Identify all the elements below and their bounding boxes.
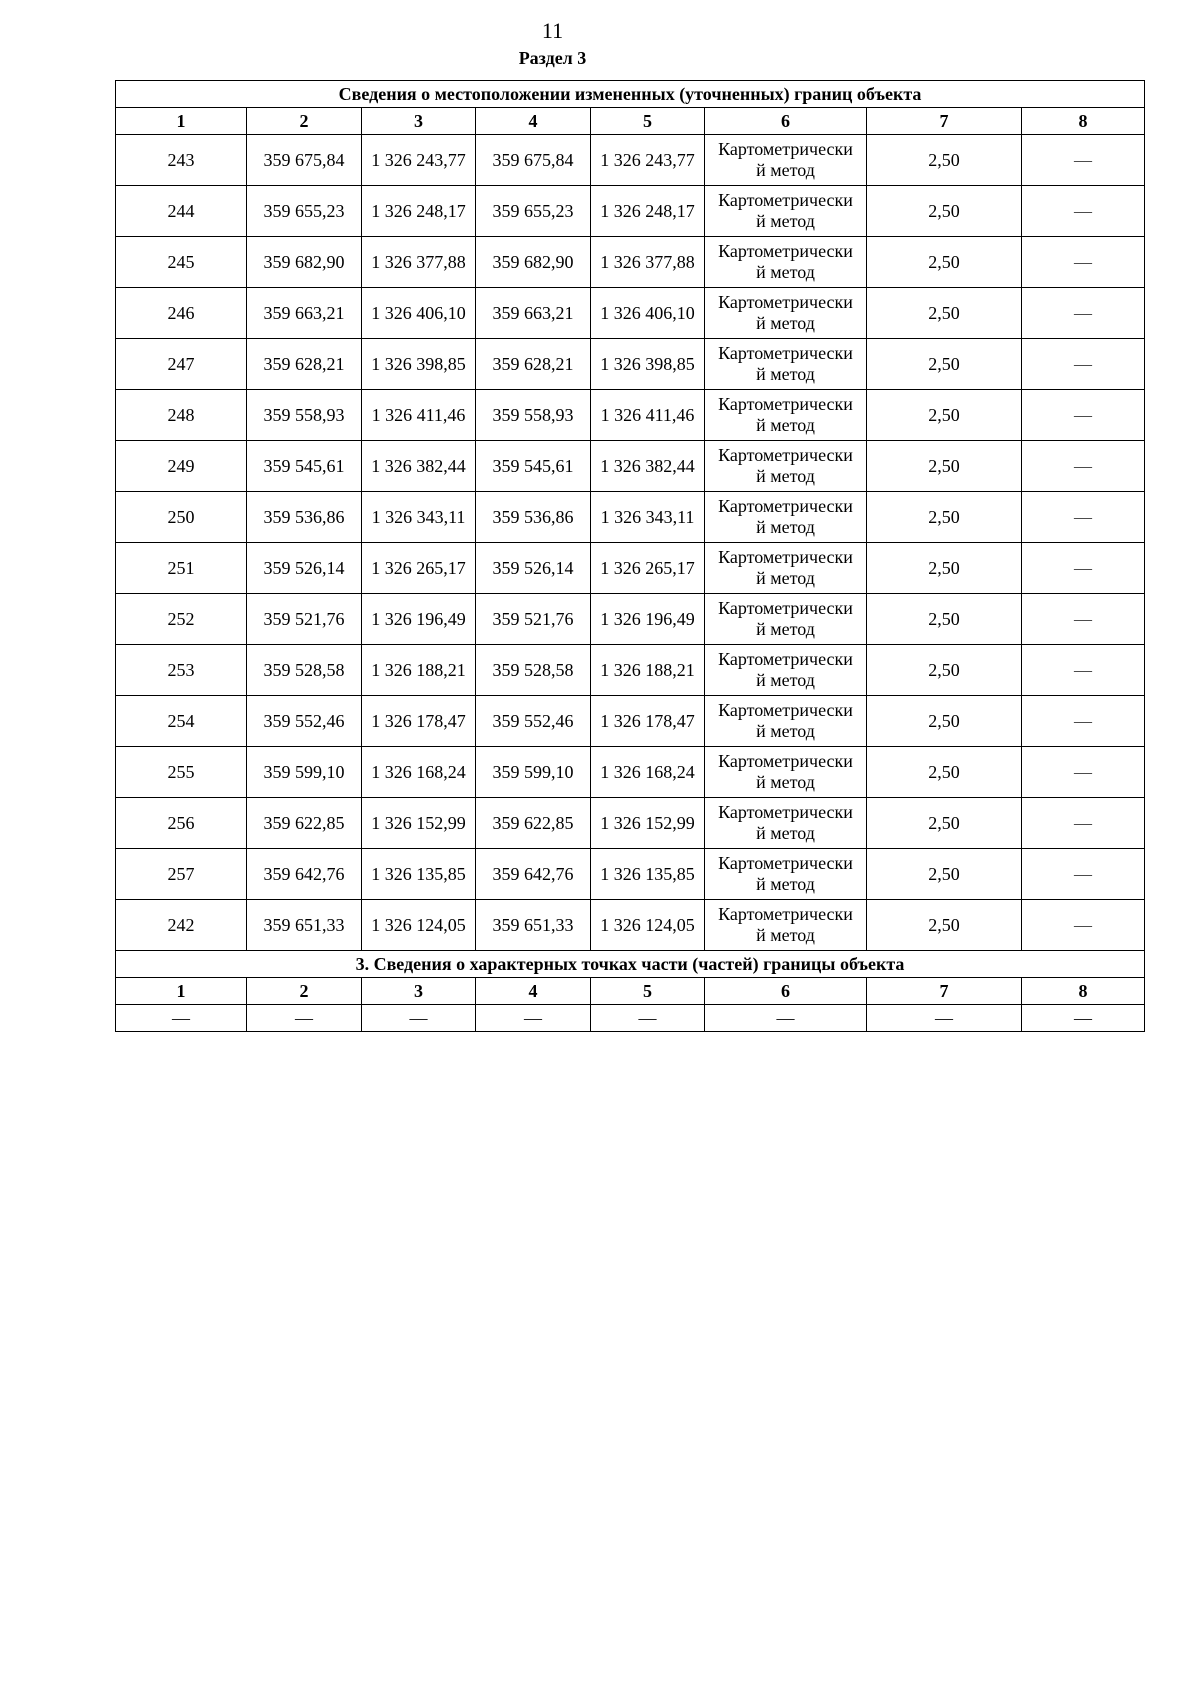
table-cell: 1 326 382,44: [362, 441, 476, 492]
table-cell: 243: [116, 135, 247, 186]
table-cell: 359 655,23: [247, 186, 362, 237]
table-cell: 248: [116, 390, 247, 441]
table-cell: 1 326 178,47: [591, 696, 705, 747]
table-cell: 1 326 168,24: [362, 747, 476, 798]
table-row: [116, 645, 1145, 696]
column-header: 3: [362, 978, 476, 1005]
table-cell: 1 326 243,77: [362, 135, 476, 186]
table-cell: 2,50: [867, 543, 1022, 594]
table-cell: 359 545,61: [247, 441, 362, 492]
table-cell: 359 622,85: [247, 798, 362, 849]
column-header: 7: [867, 108, 1022, 135]
table-cell: 359 521,76: [476, 594, 591, 645]
table-cell: 1 326 398,85: [591, 339, 705, 390]
table-row: [116, 543, 1145, 594]
method-cell: Картометрически й метод: [705, 390, 867, 441]
table-cell: 2,50: [867, 135, 1022, 186]
column-header: 6: [705, 108, 867, 135]
table-cell: 256: [116, 798, 247, 849]
column-header: 6: [705, 978, 867, 1005]
dash-cell: —: [1022, 849, 1145, 900]
column-header: 4: [476, 978, 591, 1005]
table-row: [116, 288, 1145, 339]
dash-cell: —: [1022, 186, 1145, 237]
table-cell: 359 675,84: [476, 135, 591, 186]
dash-cell: —: [1022, 747, 1145, 798]
table-cell: 359 552,46: [476, 696, 591, 747]
table-cell: 359 663,21: [476, 288, 591, 339]
column-header: 8: [1022, 978, 1145, 1005]
method-cell: Картометрически й метод: [705, 798, 867, 849]
table-cell: 359 651,33: [247, 900, 362, 951]
table-row: [116, 747, 1145, 798]
table-cell: 1 326 124,05: [591, 900, 705, 951]
method-cell: Картометрически й метод: [705, 237, 867, 288]
table-cell: 1 326 248,17: [362, 186, 476, 237]
column-header: 5: [591, 108, 705, 135]
table-cell: 250: [116, 492, 247, 543]
table-cell: 359 651,33: [476, 900, 591, 951]
column-header: 4: [476, 108, 591, 135]
table-cell: 254: [116, 696, 247, 747]
column-header: 2: [247, 108, 362, 135]
dash-cell: —: [1022, 543, 1145, 594]
method-cell: Картометрически й метод: [705, 900, 867, 951]
table-row: [116, 390, 1145, 441]
table-cell: 1 326 168,24: [591, 747, 705, 798]
column-header: 1: [116, 978, 247, 1005]
method-cell: Картометрически й метод: [705, 747, 867, 798]
table-cell: 1 326 243,77: [591, 135, 705, 186]
column-header: 7: [867, 978, 1022, 1005]
table-cell: 359 622,85: [476, 798, 591, 849]
table-caption: Сведения о местоположении измененных (уточненных) границ объекта: [116, 81, 1145, 108]
table-cell: 359 552,46: [247, 696, 362, 747]
table-cell: 1 326 152,99: [591, 798, 705, 849]
table-cell: 359 526,14: [247, 543, 362, 594]
table-cell: —: [116, 1005, 247, 1032]
table-cell: 359 675,84: [247, 135, 362, 186]
table-cell: 1 326 411,46: [591, 390, 705, 441]
table-cell: 359 682,90: [247, 237, 362, 288]
table-cell: 245: [116, 237, 247, 288]
table-cell: 2,50: [867, 849, 1022, 900]
dash-cell: —: [1022, 798, 1145, 849]
table-row: [116, 186, 1145, 237]
dash-cell: —: [1022, 492, 1145, 543]
table-cell: 1 326 188,21: [591, 645, 705, 696]
table-cell: 359 528,58: [247, 645, 362, 696]
dash-cell: —: [1022, 237, 1145, 288]
table-cell: —: [591, 1005, 705, 1032]
table-cell: 244: [116, 186, 247, 237]
table-cell: 253: [116, 645, 247, 696]
dash-cell: —: [1022, 339, 1145, 390]
table-cell: 359 655,23: [476, 186, 591, 237]
table-cell: 359 628,21: [476, 339, 591, 390]
table-cell: 1 326 398,85: [362, 339, 476, 390]
table-cell: 1 326 196,49: [362, 594, 476, 645]
table-body: [116, 81, 1145, 1032]
table-cell: 2,50: [867, 696, 1022, 747]
table-cell: —: [1022, 1005, 1145, 1032]
table-row: [116, 441, 1145, 492]
column-header: 3: [362, 108, 476, 135]
table-row: [116, 696, 1145, 747]
table-cell: 1 326 377,88: [362, 237, 476, 288]
table-cell: 1 326 188,21: [362, 645, 476, 696]
table-cell: 359 628,21: [247, 339, 362, 390]
table-cell: 359 558,93: [247, 390, 362, 441]
dash-cell: —: [1022, 135, 1145, 186]
table-cell: 1 326 196,49: [591, 594, 705, 645]
dash-cell: —: [1022, 900, 1145, 951]
table-cell: 2,50: [867, 492, 1022, 543]
table-cell: 1 326 411,46: [362, 390, 476, 441]
table-cell: 2,50: [867, 186, 1022, 237]
dash-cell: —: [1022, 594, 1145, 645]
table-cell: 1 326 248,17: [591, 186, 705, 237]
table-header-row: [116, 108, 1145, 135]
dash-cell: —: [1022, 645, 1145, 696]
method-cell: Картометрически й метод: [705, 849, 867, 900]
table-cell: 359 663,21: [247, 288, 362, 339]
table-cell: 359 536,86: [247, 492, 362, 543]
table-cell: 2,50: [867, 441, 1022, 492]
subsection-header-row: [116, 978, 1145, 1005]
method-cell: Картометрически й метод: [705, 645, 867, 696]
subsection-caption-row: [116, 951, 1145, 978]
method-cell: Картометрически й метод: [705, 186, 867, 237]
table-cell: 1 326 265,17: [362, 543, 476, 594]
table-cell: —: [362, 1005, 476, 1032]
table-cell: 251: [116, 543, 247, 594]
table-cell: 252: [116, 594, 247, 645]
table-cell: 247: [116, 339, 247, 390]
table-cell: 1 326 343,11: [362, 492, 476, 543]
table-row: [116, 849, 1145, 900]
table-cell: 359 642,76: [476, 849, 591, 900]
table-cell: 257: [116, 849, 247, 900]
table-cell: 359 558,93: [476, 390, 591, 441]
table-cell: 2,50: [867, 594, 1022, 645]
table-cell: —: [476, 1005, 591, 1032]
table-cell: —: [247, 1005, 362, 1032]
subsection-row: [116, 1005, 1145, 1032]
table-cell: 1 326 406,10: [362, 288, 476, 339]
table-caption-row: [116, 81, 1145, 108]
table-cell: 1 326 377,88: [591, 237, 705, 288]
table-cell: 2,50: [867, 645, 1022, 696]
table-cell: 2,50: [867, 798, 1022, 849]
table-cell: 1 326 406,10: [591, 288, 705, 339]
table-cell: 2,50: [867, 900, 1022, 951]
method-cell: Картометрически й метод: [705, 288, 867, 339]
table-cell: 359 528,58: [476, 645, 591, 696]
table-cell: 359 682,90: [476, 237, 591, 288]
section-title: Раздел 3: [518, 48, 587, 68]
table-row: [116, 798, 1145, 849]
method-cell: Картометрически й метод: [705, 696, 867, 747]
table-cell: 1 326 265,17: [591, 543, 705, 594]
page-number: 11: [541, 18, 564, 43]
table-cell: 2,50: [867, 237, 1022, 288]
table-cell: 255: [116, 747, 247, 798]
table-row: [116, 492, 1145, 543]
table-cell: 359 545,61: [476, 441, 591, 492]
dash-cell: —: [1022, 441, 1145, 492]
table-row: [116, 900, 1145, 951]
table-cell: 2,50: [867, 339, 1022, 390]
table-cell: 1 326 135,85: [591, 849, 705, 900]
method-cell: Картометрически й метод: [705, 339, 867, 390]
table-cell: 1 326 382,44: [591, 441, 705, 492]
table-row: [116, 594, 1145, 645]
table-cell: 359 599,10: [476, 747, 591, 798]
table-cell: 359 536,86: [476, 492, 591, 543]
method-cell: Картометрически й метод: [705, 441, 867, 492]
subsection-caption: 3. Сведения о характерных точках части (частей) границы объекта: [116, 951, 1145, 978]
table-cell: 359 642,76: [247, 849, 362, 900]
table-cell: 2,50: [867, 390, 1022, 441]
table-cell: —: [705, 1005, 867, 1032]
method-cell: Картометрически й метод: [705, 135, 867, 186]
table-cell: 1 326 343,11: [591, 492, 705, 543]
dash-cell: —: [1022, 696, 1145, 747]
boundary-points-table: [115, 80, 1145, 1032]
table-row: [116, 237, 1145, 288]
column-header: 5: [591, 978, 705, 1005]
dash-cell: —: [1022, 288, 1145, 339]
table-cell: 359 526,14: [476, 543, 591, 594]
table-cell: 249: [116, 441, 247, 492]
method-cell: Картометрически й метод: [705, 492, 867, 543]
table-row: [116, 135, 1145, 186]
method-cell: Картометрически й метод: [705, 543, 867, 594]
table-cell: 1 326 124,05: [362, 900, 476, 951]
method-cell: Картометрически й метод: [705, 594, 867, 645]
table-cell: 2,50: [867, 747, 1022, 798]
column-header: 8: [1022, 108, 1145, 135]
table-row: [116, 339, 1145, 390]
table-cell: 1 326 178,47: [362, 696, 476, 747]
dash-cell: —: [1022, 390, 1145, 441]
table-cell: 242: [116, 900, 247, 951]
table-cell: 246: [116, 288, 247, 339]
table-cell: 359 521,76: [247, 594, 362, 645]
table-cell: 1 326 152,99: [362, 798, 476, 849]
column-header: 2: [247, 978, 362, 1005]
table-cell: 359 599,10: [247, 747, 362, 798]
column-header: 1: [116, 108, 247, 135]
table-cell: —: [867, 1005, 1022, 1032]
table-cell: 2,50: [867, 288, 1022, 339]
table-cell: 1 326 135,85: [362, 849, 476, 900]
